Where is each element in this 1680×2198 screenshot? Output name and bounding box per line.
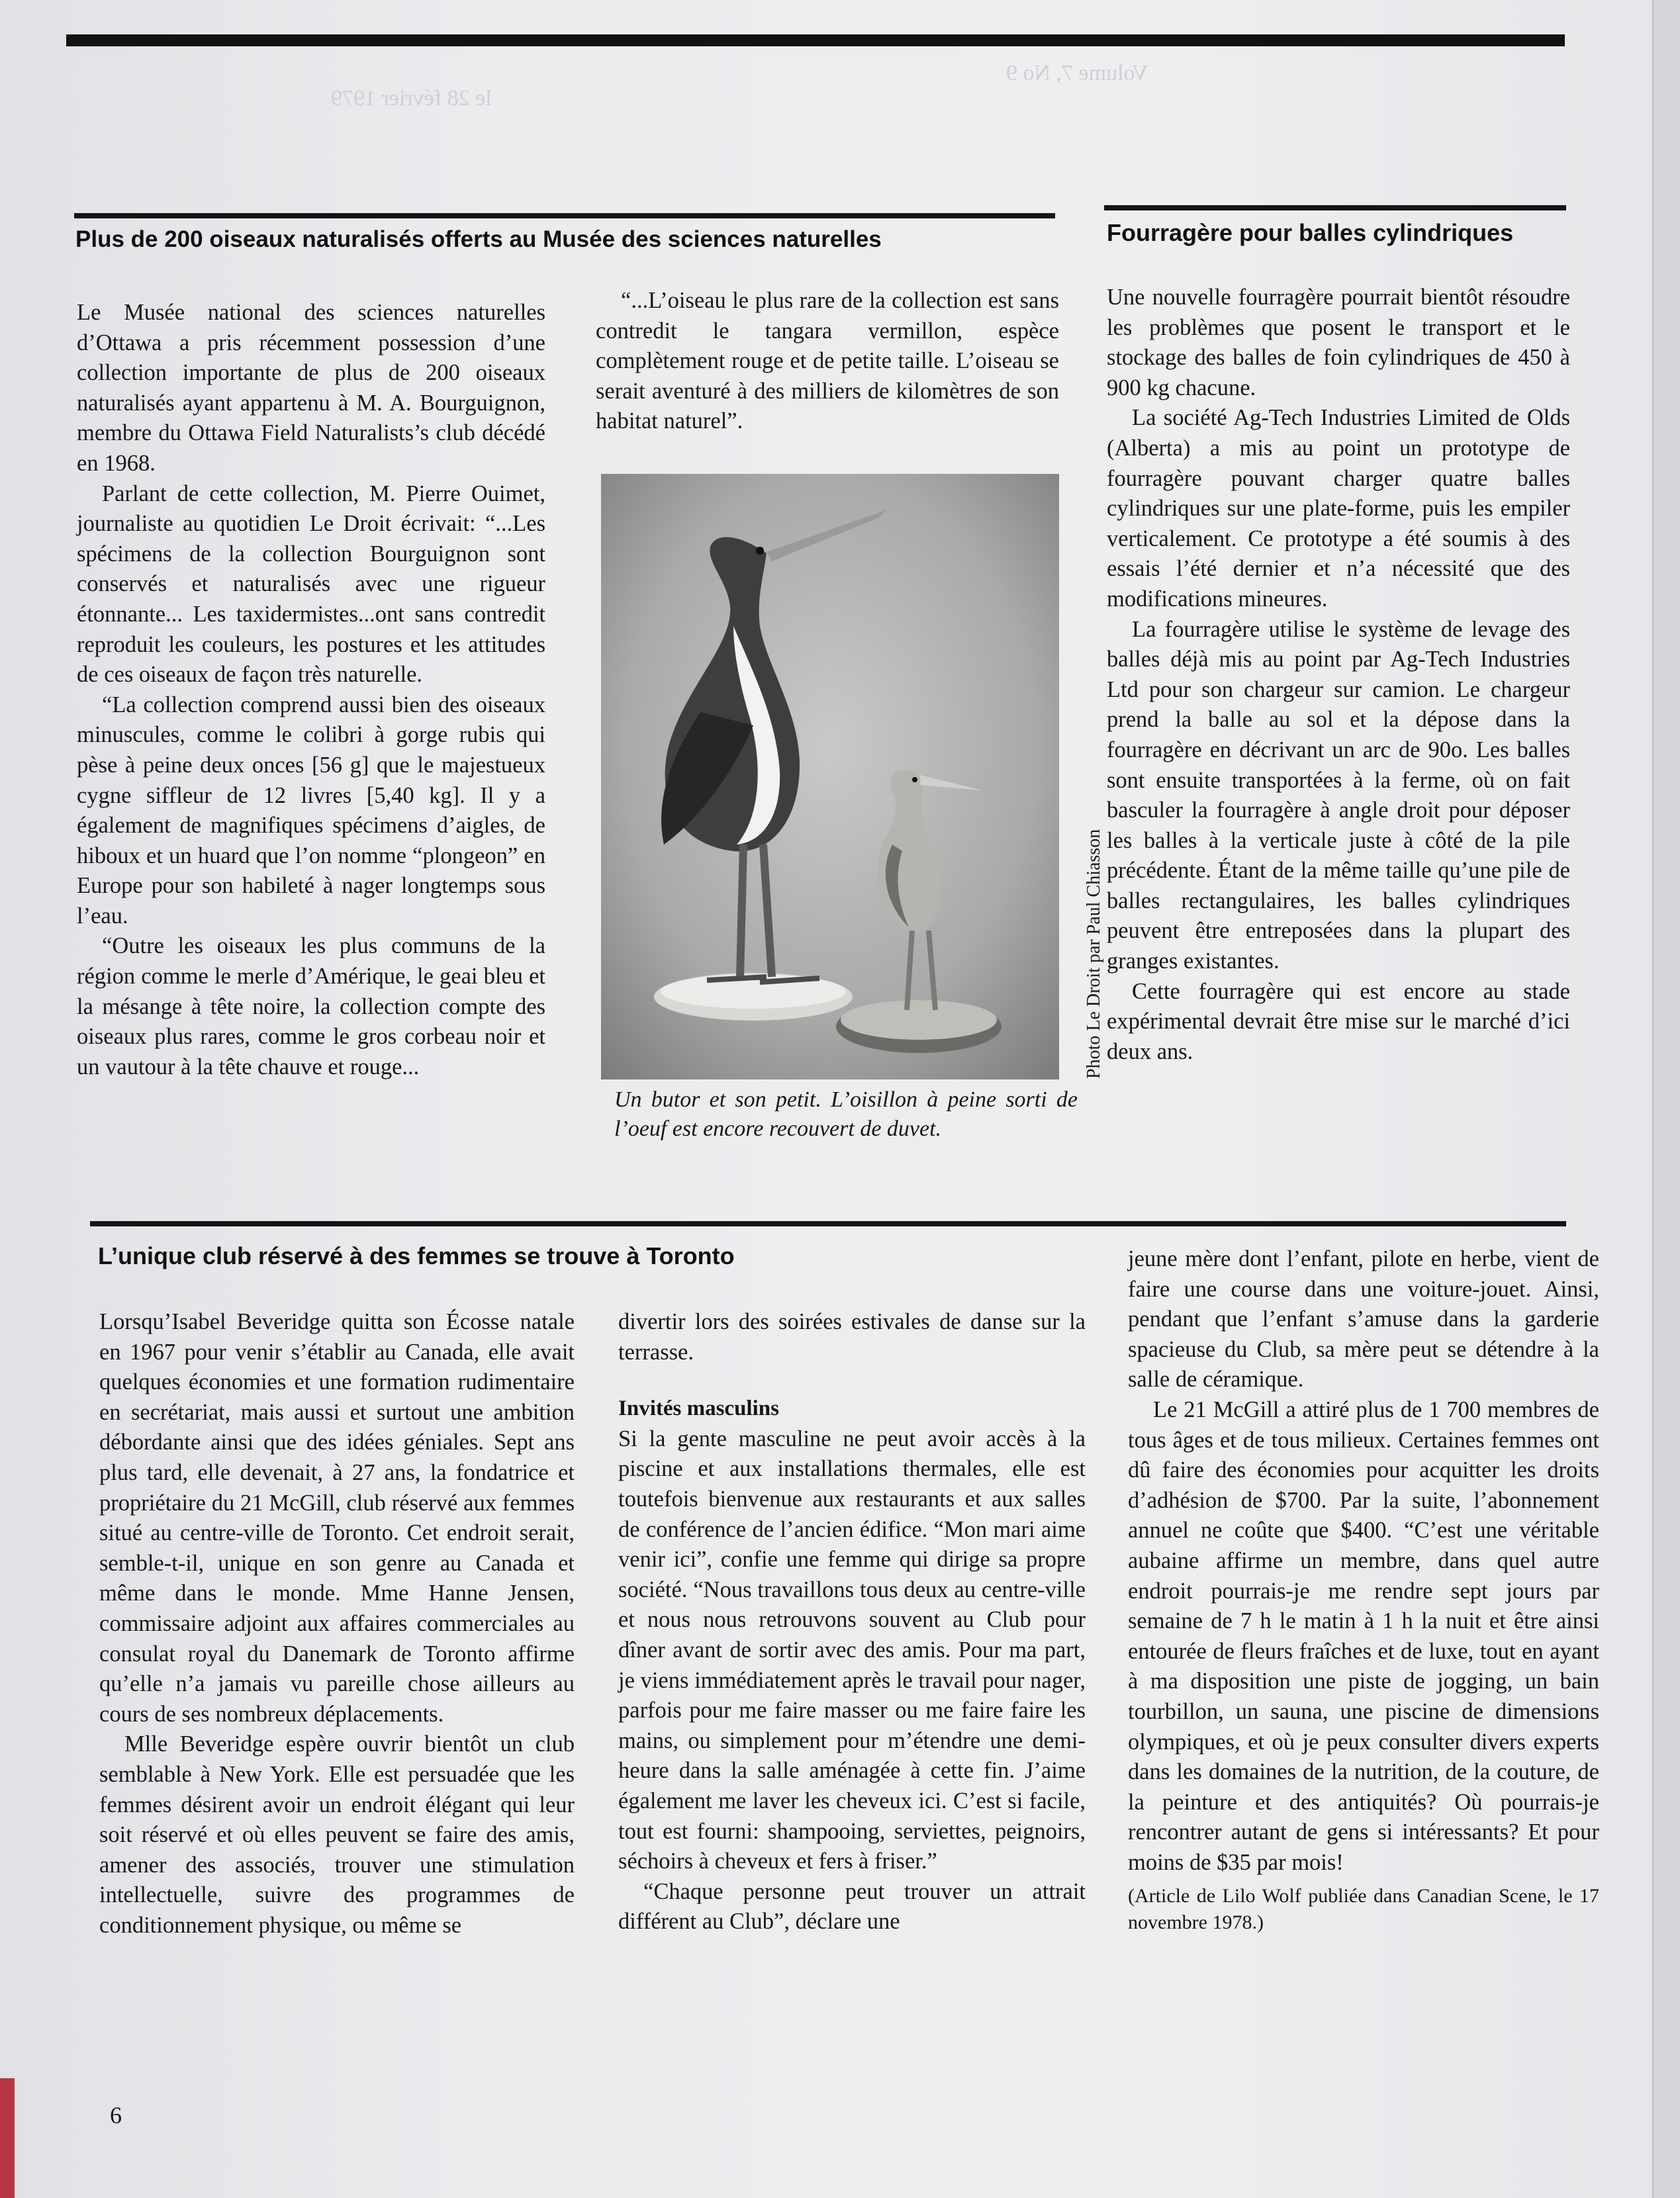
binding-mark	[0, 2078, 15, 2198]
article2-column	[1107, 283, 1570, 1067]
article3-col2-intro: divertir lors des soirées estivales de danse sur la terrasse.	[618, 1309, 1086, 1365]
article3-col3-paragraph: jeune mère dont l’enfant, pilote en herbe, vient de faire une course dans une voiture-jouet. Ainsi, pendant que l’enfant s’amuse dans la garderie spacieuse du Club, sa mère peut se détendre à la salle de céramique.	[1128, 1246, 1599, 1393]
article3-col2-paragraph: Si la gente masculine ne peut avoir accès à la piscine et aux installations thermales, elle est toutefois bienvenue aux restaurants et aux salles de conférence de l’ancien édifice. “Mon mari aime venir ici”, confie une femme qui dirige sa propre société. “Nous travaillons tous deux au centre-ville et nous nous retrouvons souvent au Club pour dîner avant de sortir avec des amis. Pour ma part, je viens immédiatement après le travail pour nager, parfois pour me faire masser ou me faire faire les mains, ou simplement pour m’étendre une demi-heure dans la salle aménagée à cette fin. J’aime également me laver les cheveux ici. C’est si facile, tout est fourni: shampooing, serviettes, peignoirs, séchoirs à cheveux et fers à friser.”	[618, 1426, 1086, 1874]
article1-column-1	[77, 298, 545, 1082]
article1-column-2	[596, 286, 1059, 437]
article2-rule	[1104, 205, 1566, 210]
article2-headline: Fourragère pour balles cylindriques	[1107, 219, 1514, 246]
article3-source-note: (Article de Lilo Wolf publiée dans Canadian Scene, le 17 novembre 1978.)	[1128, 1885, 1599, 1934]
page-edge-shadow	[1652, 0, 1680, 2198]
article3-subheading: Invités masculins	[618, 1397, 779, 1421]
article1-col1-paragraph: “Outre les oiseaux les plus communs de la région comme le merle d’Amérique, le geai bleu et la mésange à tête noire, la collection compte des oiseaux plus rares, comme le gros corbeau noir et un vautour à la tête chauve et rouge...	[77, 933, 545, 1079]
top-rule	[66, 34, 1565, 46]
bleed-through-date: le 28 février 1979	[331, 86, 492, 111]
photo-caption: Un butor et son petit. L’oisillon à peine sorti de l’oeuf est encore recouvert de duvet.	[614, 1087, 1078, 1141]
page-number: 6	[110, 2102, 122, 2129]
bittern-photo	[601, 474, 1059, 1079]
article3-col3-paragraph: Le 21 McGill a attiré plus de 1 700 membres de tous âges et de tous milieux. Certaines femmes ont dû faire des économies pour acquitter les droits d’adhésion de $700. Par la suite, l’abonnement annuel ne coûte que $400. “C’est une véritable aubaine affirme un membre, dans quel autre endroit pourrais-je me rendre sept jours par semaine de 7 h le matin à 1 h la nuit et être ainsi entourée de fleurs fraîches et de luxe, tout en ayant à ma disposition une piste de jogging, un bain tourbillon, un sauna, une piscine de dimensions olympiques, et où je peux consulter divers experts dans les domaines de la nutrition, de la couture, de la peinture et des antiquités? Où pourrais-je rencontrer autant de gens si intéressants? Et pour moins de $35 par mois!	[1128, 1397, 1599, 1875]
article3-column-3	[1128, 1244, 1599, 1936]
article1-rule	[74, 213, 1055, 218]
photo-credit: Photo Le Droit par Paul Chiasson	[1084, 829, 1104, 1079]
bittern-and-chick-image	[601, 474, 1059, 1079]
article1-headline: Plus de 200 oiseaux naturalisés offerts au Musée des sciences naturelles	[75, 226, 882, 252]
article1-col1-paragraph: Le Musée national des sciences naturelles d’Ottawa a pris récemment possession d’une collection importante de plus de 200 oiseaux naturalisés ayant appartenu à M. A. Bourguignon, membre du Ottawa Field Naturalists’s club décédé en 1968.	[77, 300, 545, 476]
article2-paragraph: La société Ag-Tech Industries Limited de Olds (Alberta) a mis au point un prototype de fourragère pouvant charger quatre balles cylindriques sur une plate-forme, puis les empiler verticalement. Ce prototype a été soumis à des essais l’été dernier et n’a nécessité que des modifications mineures.	[1107, 405, 1570, 612]
article3-col2-paragraph: “Chaque personne peut trouver un attrait différent au Club”, déclare une	[618, 1878, 1086, 1935]
article3-col1-paragraph: Lorsqu’Isabel Beveridge quitta son Écosse natale en 1967 pour venir s’établir au Canada, elle avait quelques économies et une formation rudimentaire en secrétariat, mais aussi et surtout une ambition débordante ainsi que des idées géniales. Sept ans plus tard, elle devenait, à 27 ans, la fondatrice et propriétaire du 21 McGill, club réservé aux femmes situé au centre-ville de Toronto. Cet endroit serait, semble-t-il, unique en son genre au Canada et même dans le monde. Mme Hanne Jensen, commissaire adjoint aux affaires commerciales au consulat royal du Danemark de Toronto affirme qu’elle n’a jamais vu pareille chose ailleurs au cours de ses nombreux déplacements.	[99, 1309, 575, 1727]
article3-column-1	[99, 1307, 575, 1941]
article1-col2-paragraph: “...L’oiseau le plus rare de la collection est sans contredit le tangara vermillon, espèce complètement rouge et de petite taille. L’oiseau se serait aventuré à des milliers de kilomètres de son habitat naturel”.	[596, 288, 1059, 434]
article1-col1-paragraph: “La collection comprend aussi bien des oiseaux minuscules, comme le colibri à gorge rubis qui pèse à peine deux onces [56 g] que le majestueux cygne siffleur de 12 livres [5,40 kg]. Il y a également de magnifiques spécimens d’aigles, de hiboux et un huard que l’on nomme “plongeon” en Europe pour son habileté à nager longtemps sous l’eau.	[77, 692, 545, 929]
article1-col1-paragraph: Parlant de cette collection, M. Pierre Ouimet, journaliste au quotidien Le Droit écrivait: “...Les spécimens de la collection Bourguignon sont conservés et naturalisés avec une rigueur étonnante... Les taxidermistes...ont sans contredit reproduit les couleurs, les postures et les attitudes de ces oiseaux de façon très naturelle.	[77, 481, 545, 688]
article2-paragraph: La fourragère utilise le système de levage des balles déjà mis au point par Ag-Tech Industries Ltd pour son chargeur sur camion. Le chargeur prend la balle au sol et la dépose dans la fourragère en décrivant un arc de 90o. Les balles sont ensuite transportées à la ferme, où on fait basculer la fourragère à angle droit pour déposer les balles à la verticale juste à côté de la pile précédente. Étant de la même taille qu’une pile de balles rectangulaires, les balles cylindriques peuvent être entreposées dans la plupart des granges existantes.	[1107, 616, 1570, 974]
article3-col1-paragraph: Mlle Beveridge espère ouvrir bientôt un club semblable à New York. Elle est persuadée que les femmes désirent avoir un endroit élégant qui leur soit réservé et où elles peuvent se faire des amis, amener des associés, trouver une stimulation intellectuelle, suivre des programmes de conditionnement physique, ou même se	[99, 1731, 575, 1938]
article2-paragraph: Cette fourragère qui est encore au stade expérimental devrait être mise sur le marché d’ici deux ans.	[1107, 978, 1570, 1064]
article2-paragraph: Une nouvelle fourragère pourrait bientôt résoudre les problèmes que posent le transport et le stockage des balles de foin cylindriques de 450 à 900 kg chacune.	[1107, 285, 1570, 400]
article3-column-2	[618, 1307, 1086, 1937]
article3-headline: L’unique club réservé à des femmes se trouve à Toronto	[98, 1242, 735, 1269]
article3-rule	[90, 1221, 1566, 1226]
bleed-through-volume: Volume 7, No 9	[1006, 61, 1148, 85]
